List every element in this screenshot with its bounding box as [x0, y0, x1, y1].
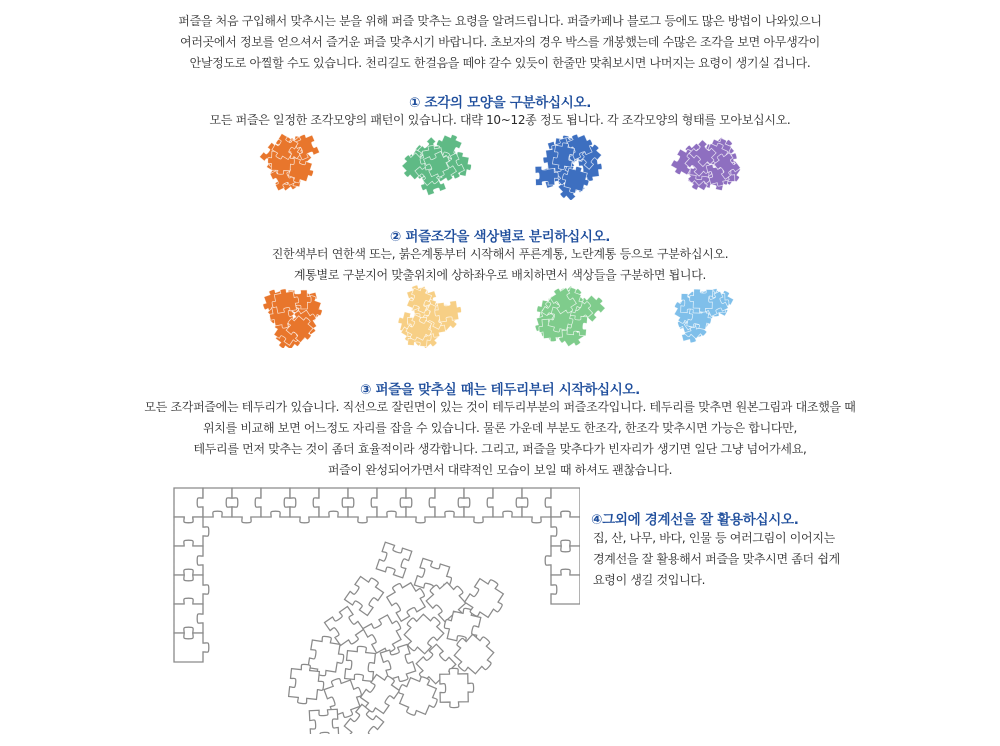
section2-line: 진한색부터 연한색 또는, 붉은계통부터 시작해서 푸른계통, 노란계통 등으로 구분하십시오. — [271, 247, 729, 261]
lightblue-color-pile — [668, 286, 748, 348]
outline-puzzle-piece — [487, 488, 522, 517]
purple-shape-pile — [666, 132, 748, 198]
section2-text — [0, 244, 1000, 286]
outline-puzzle-piece — [440, 668, 474, 708]
section4-line: 경계선을 잘 활용해서 퍼즐을 맞추시면 좀더 쉽게 — [593, 552, 840, 566]
section4-line: 집, 산, 나무, 바다, 인물 등 여러그림이 이어지는 — [593, 531, 835, 545]
intro-line: 여러곳에서 정보를 얻으셔서 즐거운 퍼즐 맞추시기 바랍니다. 초보자의 경우 박스를 개봉했는데 수많은 조각을 보면 아무생각이 — [180, 35, 820, 49]
orange-color-pile — [250, 284, 332, 348]
green-shape-pile — [394, 132, 478, 198]
outline-puzzle-piece — [255, 488, 290, 517]
section3-line: 모든 조각퍼즐에는 테두리가 있습니다. 직선으로 잘린면이 있는 것이 테두리부분의 퍼즐조각입니다. 테두리를 맞추면 원본그림과 대조했을 때 — [144, 400, 856, 414]
outline-puzzle-piece — [371, 488, 406, 517]
border-puzzle-illustration — [170, 484, 580, 734]
intro-text — [0, 11, 1000, 74]
orange-shape-pile — [252, 132, 336, 198]
section3-line: 퍼즐이 완성되어가면서 대략적인 모습이 보일 때 하셔도 괜찮습니다. — [327, 463, 673, 477]
outline-puzzle-piece — [376, 542, 412, 578]
outline-puzzle-piece — [429, 488, 464, 517]
outline-puzzle-piece — [345, 645, 376, 681]
section1-title: ① 조각의 모양을 구분하십시오. — [408, 95, 592, 111]
section4-title: ④그외에 경계선을 잘 활용하십시오. — [591, 512, 799, 528]
section3-line: 위치를 비교해 보면 어느정도 자리를 잡을 수 있습니다. 물론 가운데 부분도 한조각, 한조각 맞추시면 가능은 합니다만, — [203, 421, 797, 435]
outline-puzzle-piece — [174, 598, 203, 633]
outline-puzzle-piece — [551, 569, 580, 604]
outline-puzzle-piece — [345, 572, 387, 616]
section1-line: 모든 퍼즐은 일정한 조각모양의 패턴이 있습니다. 대략 10~12종 정도 됩니다. 각 조각모양의 형태를 모아보십시오. — [209, 113, 791, 127]
outline-puzzle-piece — [174, 540, 203, 575]
section2-line: 계통별로 구분지어 맞출위치에 상하좌우로 배치하면서 색상들을 구분하면 됩니다. — [293, 268, 707, 282]
section3-text — [0, 397, 1000, 481]
section2-title: ② 퍼즐조각을 색상별로 분리하십시오. — [389, 229, 611, 245]
outline-puzzle-piece — [174, 633, 209, 662]
outline-puzzle-piece — [309, 709, 338, 734]
section4-line: 요령이 생길 것입니다. — [593, 573, 706, 587]
section3-line: 테두리를 먼저 맞추는 것이 좀더 효율적이라 생각합니다. 그리고, 퍼즐을 맞추다가 빈자리가 생기면 일단 그냥 넘어가세요, — [193, 442, 807, 456]
yellow-color-pile — [385, 284, 465, 348]
blue-shape-pile — [526, 130, 606, 200]
outline-puzzle-piece — [313, 488, 348, 517]
green-color-pile — [528, 286, 610, 348]
section3-title: ③ 퍼즐을 맞추실 때는 테두리부터 시작하십시오. — [359, 382, 641, 398]
intro-line: 안날정도로 아찔할 수도 있습니다. 천리길도 한걸음을 떼야 갈수 있듯이 한줄만 맞춰보시면 나머지는 요령이 생기실 겁니다. — [189, 56, 811, 70]
outline-puzzle-piece — [197, 488, 232, 517]
section1-text — [0, 110, 1000, 131]
intro-line: 퍼즐을 처음 구입해서 맞추시는 분을 위해 퍼즐 맞추는 요령을 알려드립니다. 퍼즐카페나 블로그 등에도 많은 방법이 나와있으니 — [178, 14, 822, 28]
section4-text — [593, 528, 840, 591]
outline-puzzle-piece — [551, 511, 580, 546]
